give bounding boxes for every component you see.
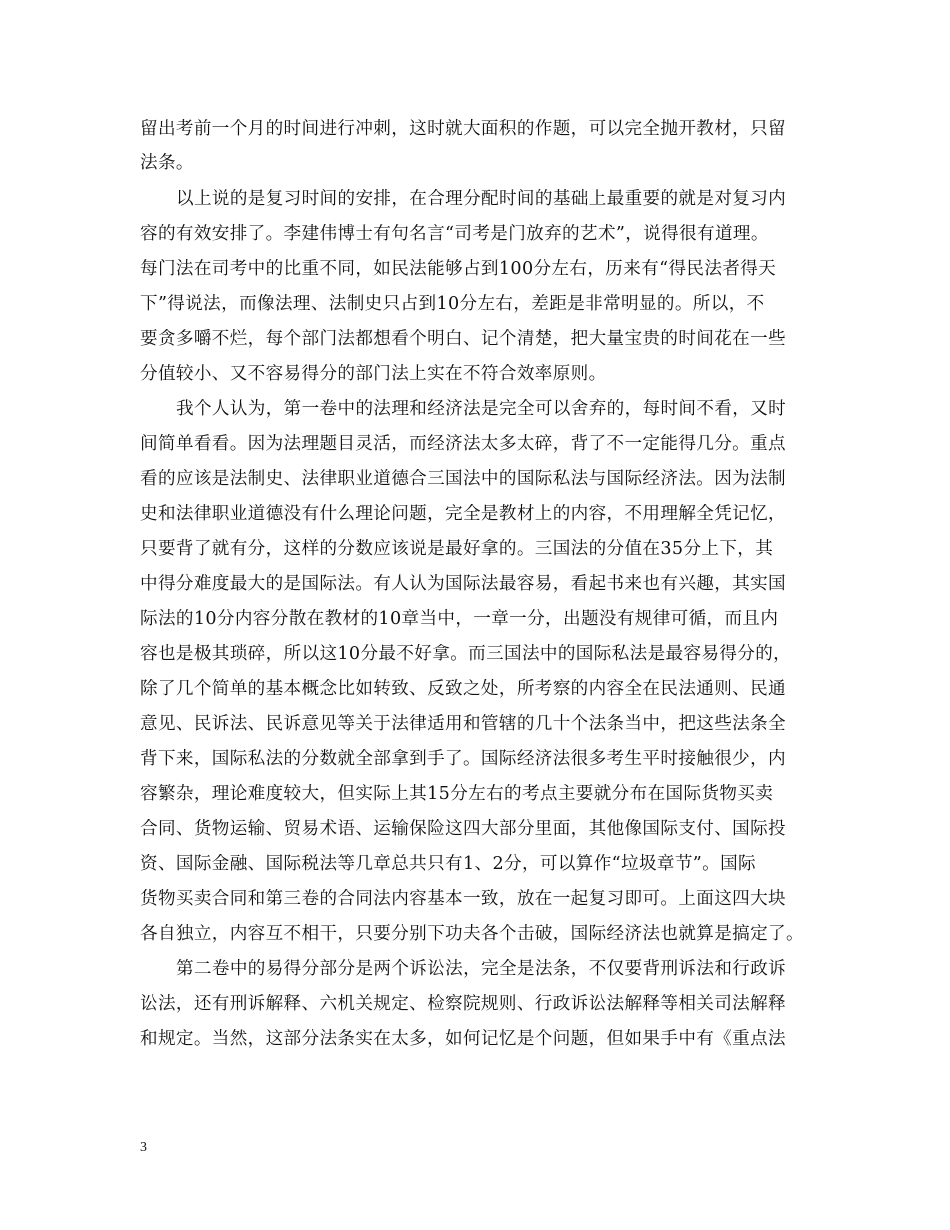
text-line-19: 背下来，国际私法的分数就全部拿到手了。国际经济法很多考生平时接触很少，内 [140,749,786,769]
text-line-24: 各自独立，内容互不相干，只要分别下功夫各个击破，国际经济法也就算是搞定了。 [140,924,804,944]
text-line-8: 分值较小、又不容易得分的部门法上实在不符合效率原则。 [140,364,607,384]
text-line-5: 每门法在司考中的比重不同，如民法能够占到100分左右，历来有“得民法者得天 [140,259,777,279]
text-line-26: 讼法，还有刑诉解释、六机关规定、检察院规则、行政诉讼法解释等相关司法解释 [140,994,786,1014]
text-line-11: 看的应该是法制史、法律职业道德合三国法中的国际私法与国际经济法。因为法制 [140,469,786,489]
text-line-2: 法条。 [140,153,194,173]
text-line-17: 除了几个简单的基本概念比如转致、反致之处，所考察的内容全在民法通则、民通 [140,679,786,699]
text-line-16: 容也是极其琐碎，所以这10分最不好拿。而三国法中的国际私法是最容易得分的， [140,644,792,664]
text-line-20: 容繁杂，理论难度较大，但实际上其15分左右的考点主要就分布在国际货物买卖 [140,784,774,804]
text-line-12: 史和法律职业道德没有什么理论问题，完全是教材上的内容，不用理解全凭记忆， [140,504,786,524]
text-line-14: 中得分难度最大的是国际法。有人认为国际法最容易，看起书来也有兴趣，其实国 [140,574,786,594]
text-line-23: 货物买卖合同和第三卷的合同法内容基本一致，放在一起复习即可。上面这四大块 [140,889,786,909]
text-line-4: 容的有效安排了。李建伟博士有句名言“司考是门放弃的艺术”，说得很有道理。 [140,224,769,244]
text-line-7: 要贪多嚼不烂，每个部门法都想看个明白、记个清楚，把大量宝贵的时间花在一些 [140,329,786,349]
text-line-21: 合同、货物运输、贸易术语、运输保险这四大部分里面，其他像国际支付、国际投 [140,819,786,839]
text-line-10: 间简单看看。因为法理题目灵活，而经济法太多太碎，背了不一定能得几分。重点 [140,434,786,454]
text-line-3: 以上说的是复习时间的安排，在合理分配时间的基础上最重要的就是对复习内 [176,189,787,209]
text-line-18: 意见、民诉法、民诉意见等关于法律适用和管辖的几十个法条当中，把这些法条全 [140,714,786,734]
text-line-25: 第二卷中的易得分部分是两个诉讼法，完全是法条，不仅要背刑诉法和行政诉 [176,959,787,979]
text-line-27: 和规定。当然，这部分法条实在太多，如何记忆是个问题，但如果手中有《重点法 [140,1029,786,1049]
text-line-1: 留出考前一个月的时间进行冲刺，这时就大面积的作题，可以完全抛开教材，只留 [140,119,786,139]
text-line-9: 我个人认为，第一卷中的法理和经济法是完全可以舍弃的，每时间不看，又时 [176,399,787,419]
page-number: 3 [140,1140,147,1155]
text-line-22: 资、国际金融、国际税法等几章总共只有1、2分，可以算作“垃圾章节”。国际 [140,854,756,874]
text-line-6: 下”得说法，而像法理、法制史只占到10分左右，差距是非常明显的。所以，不 [140,294,765,314]
text-line-13: 只要背了就有分，这样的分数应该说是最好拿的。三国法的分值在35分上下，其 [140,539,774,559]
text-line-15: 际法的10分内容分散在教材的10章当中，一章一分，出题没有规律可循，而且内 [140,609,779,629]
